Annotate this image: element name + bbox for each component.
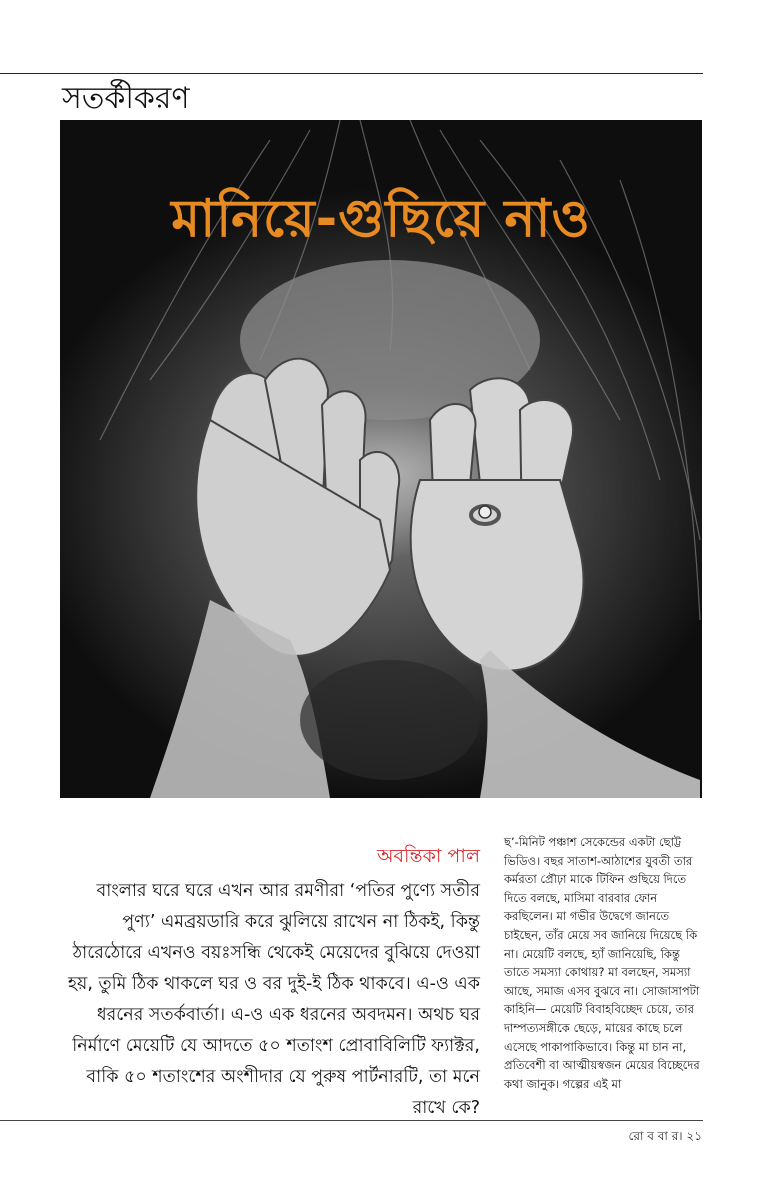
headline: মানিয়ে-গুছিয়ে নাও <box>171 189 591 249</box>
top-rule <box>0 73 703 74</box>
author-byline: অবন্তিকা পাল <box>377 845 480 867</box>
body-column: ছ’-মিনিট পঞ্চাশ সেকেন্ডের একটা ছোট্ট ভিডিও। বছর সাতাশ-আঠাশের যুবতী তার কর্মরতা প্রৌঢ়া মাকে টিফিন গুছিয়ে দিতে দিতে বলছে, মাসিমা বারবার ফোন করছিলেন। মা গভীর উদ্বেগে জানতে চাইছেন, তাঁর মেয়ে সব জানিয়ে দিয়েছে কি না। মেয়েটি বলছে, হ্যাঁ জানিয়েছি, কিন্তু তাতে সমস্যা কোথায়? মা বলছেন, সমস্যা আছে, সমাজ এসব বুঝবে না। সোজাসাপটা কাহিনি— মেয়েটি বিবাহবিচ্ছেদ চেয়ে, তার দাম্পত্যসঙ্গীকে ছেড়ে, মায়ের কাছে চলে এসেছে পাকাপাকিভাবে। কিন্তু মা চান না, প্রতিবেশী বা আত্মীয়স্বজন মেয়ের বিচ্ছেদের কথা জানুক। গল্পের এই মা <box>504 835 700 1091</box>
bottom-rule <box>0 1120 703 1121</box>
page-folio: রো ব বা র। ২১ <box>628 1129 702 1143</box>
section-label: সতর্কীকরণ <box>62 81 190 116</box>
hero-photo <box>60 120 702 798</box>
lead-paragraph: বাংলার ঘরে ঘরে এখন আর রমণীরা ‘পতির পুণ্যে সতীর পুণ্য’ এমব্রয়ডারি করে ঝুলিয়ে রাখেন না ঠিকই, কিন্তু ঠারেঠোরে এখনও বয়ঃসন্ধি থেকেই মেয়েদের বুঝিয়ে দেওয়া হয়, তুমি ঠিক থাকলে ঘর ও বর দুই-ই ঠিক থাকবে। এ-ও এক ধরনের সতর্কবার্তা। এ-ও এক ধরনের অবদমন। অথচ ঘর নির্মাণে মেয়েটি যে আদতে ৫০ শতাংশ প্রোবাবিলিটি ফ্যাক্টর, বাকি ৫০ শতাংশের অংশীদার যে পুরুষ পার্টনারটি, তা মনে রাখে কে? <box>67 881 480 1118</box>
